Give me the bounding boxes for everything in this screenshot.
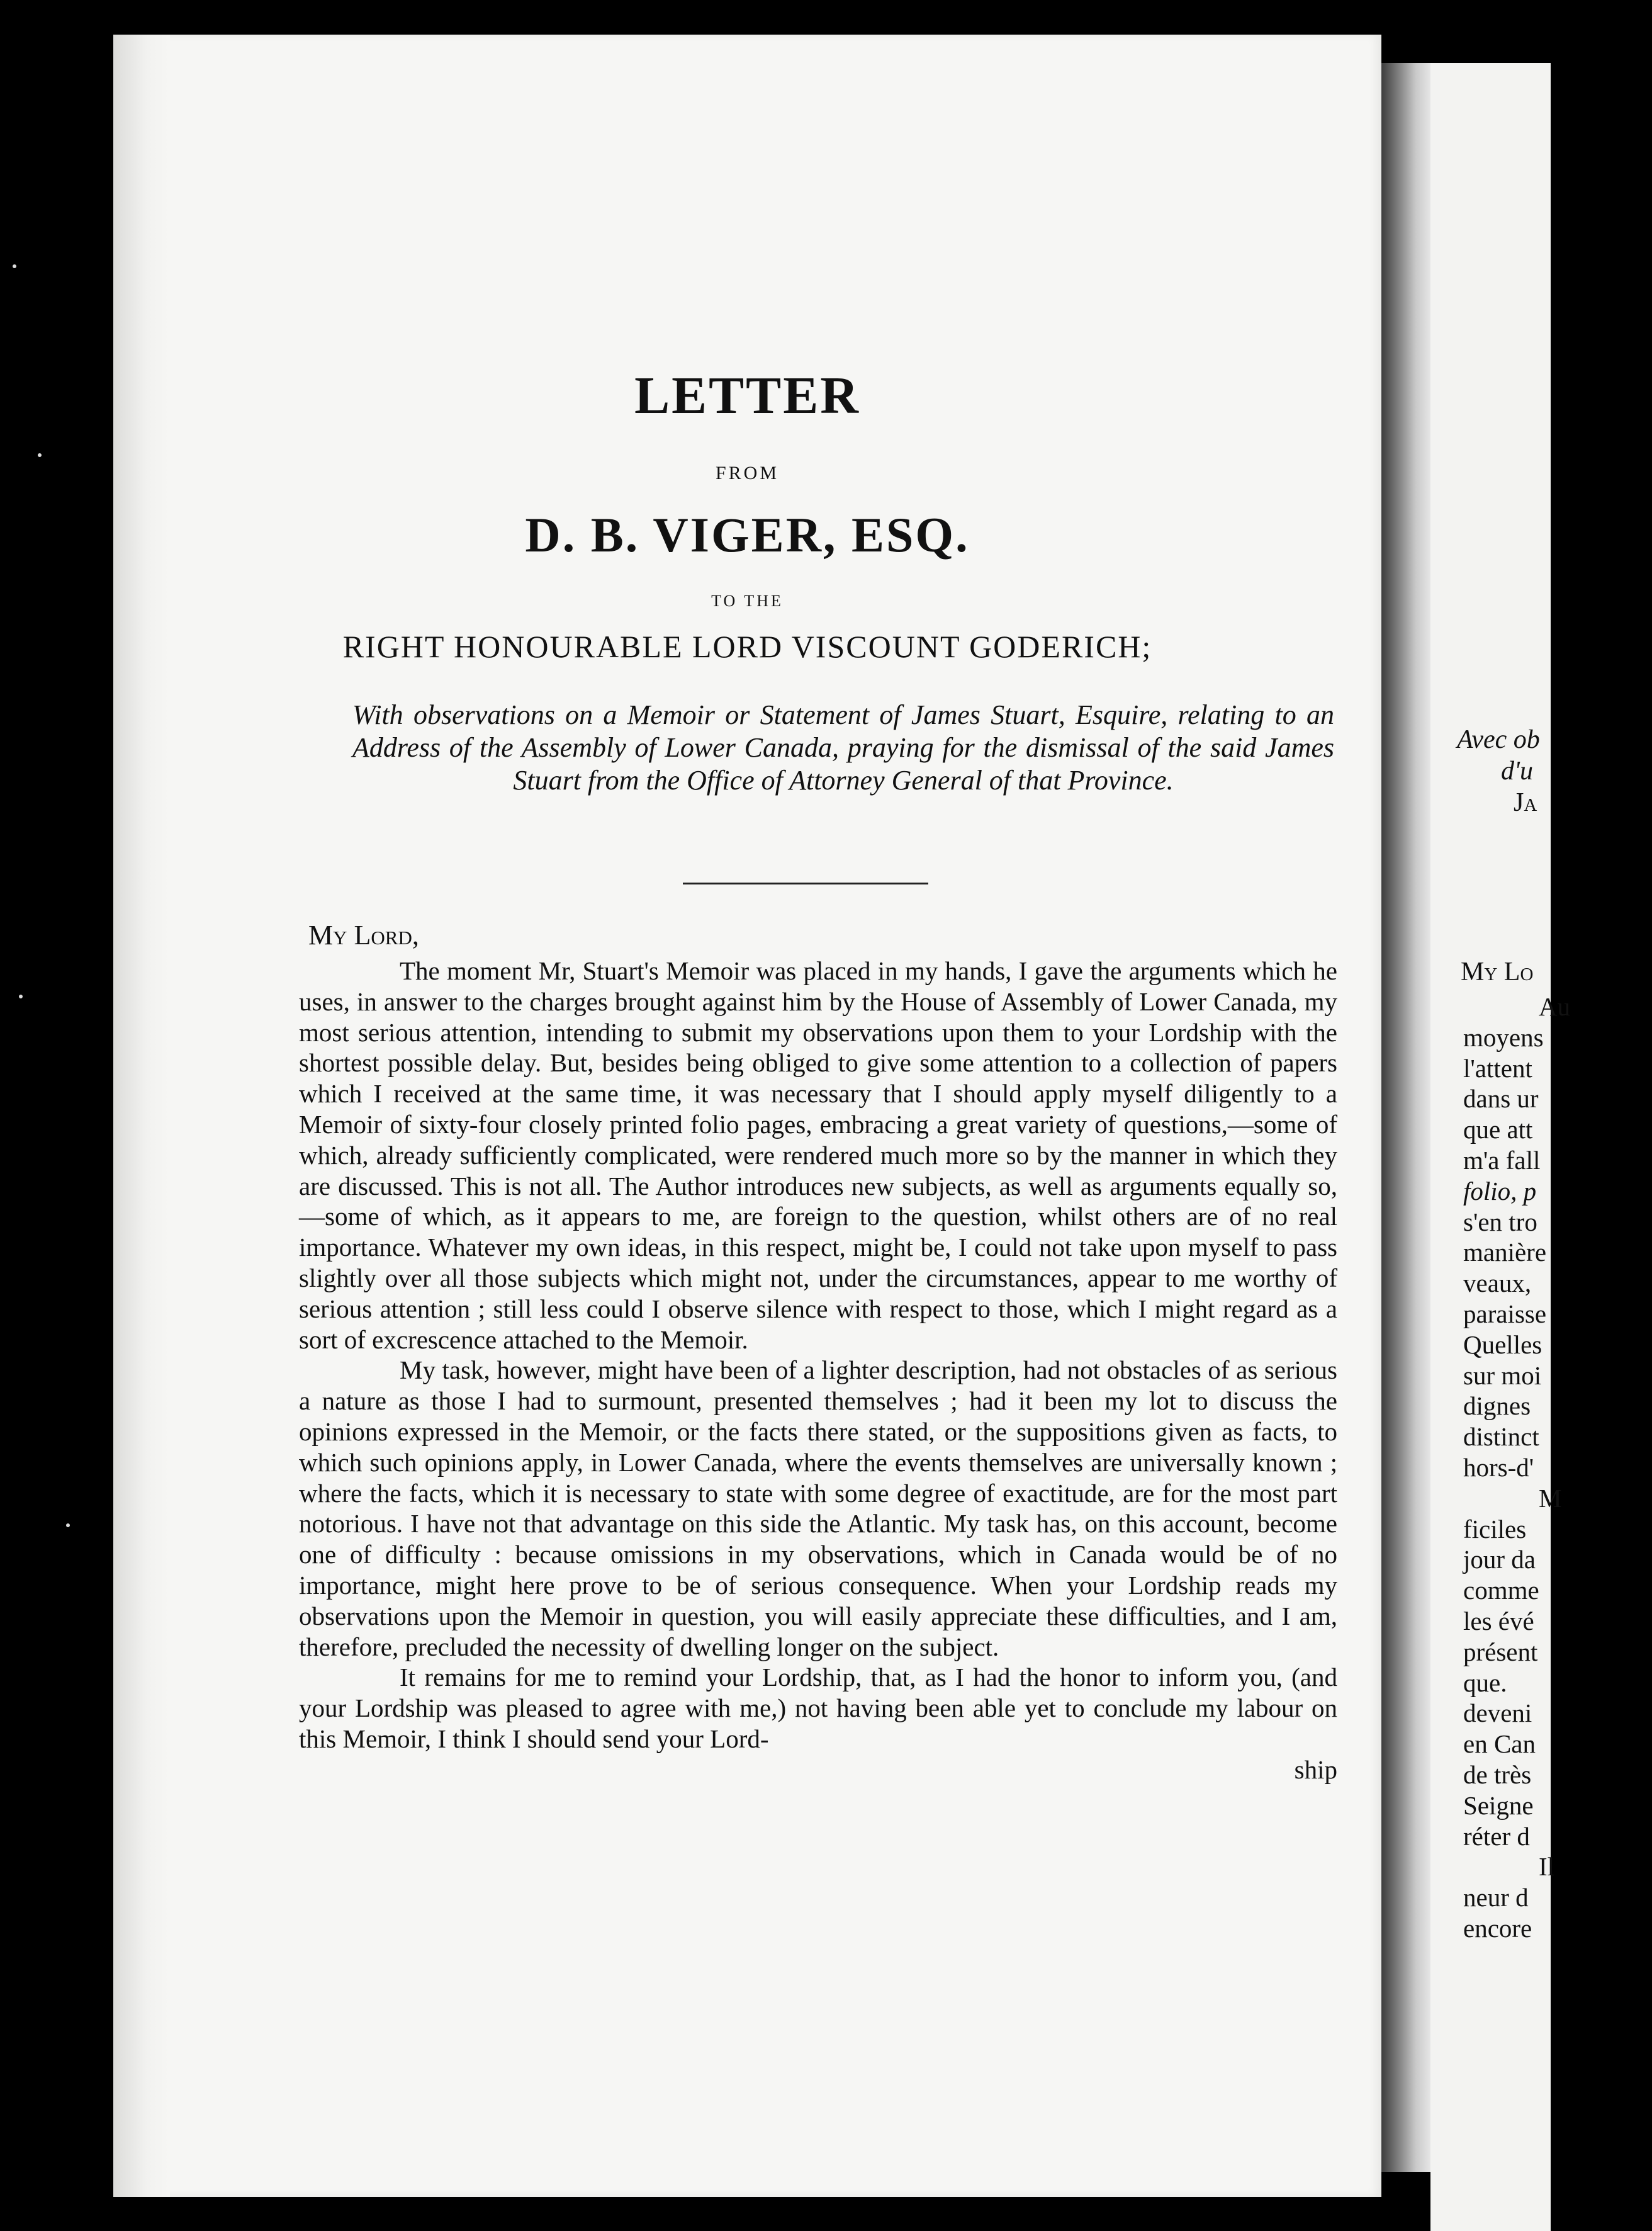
right-line: les évé [1463,1606,1534,1635]
right-salutation: My Lo [1461,957,1534,986]
salutation: My Lord, [308,920,419,951]
right-line: présent [1463,1637,1538,1666]
catchword: ship [1294,1754,1337,1784]
right-line: moyens [1463,1022,1544,1052]
scan-speck [13,264,16,268]
right-line: jour da [1463,1545,1536,1574]
letter-body [299,956,1337,1785]
right-subtitle-line: Avec ob [1457,725,1540,754]
right-line: deveni [1463,1698,1532,1728]
right-page [1430,63,1571,2231]
scan-speck [66,1523,70,1527]
right-line: dans ur [1463,1084,1539,1114]
scan-speck [19,995,23,998]
right-line: encore [1463,1913,1532,1943]
right-page-text [1463,991,1652,1944]
right-subtitle-line: Ja [1514,788,1537,817]
right-line: Quelles [1463,1330,1542,1359]
paragraph: My task, however, might have been of a lighter description, had not obstacles of as serious a nature as those I had to surmount, presented themselves ; had it been my lot to discuss the opinions expressed in the Memoir, or the facts there stated, or the suppositions given as facts, to which such opinions apply, in Lower Canada, where the events themselves are universally known ; where the facts, which it is necessary to state with some degree of exactitude, are for the most part notorious. I have not that advantage on this side the Atlantic. My task has, on this account, become one of difficulty : because omissions in my observations, which in Canada would be of no importance, might here prove to be of serious consequence. When your Lordship reads my observations upon the Memoir in question, you will easily appreciate these difficulties, and I am, therefore, precluded the necessity of dwelling longer on the subject. [299,1355,1337,1661]
scan-speck [38,453,42,457]
right-line: que. [1463,1668,1507,1697]
right-line: sur moi [1463,1360,1542,1390]
right-line: s'en tro [1463,1207,1537,1236]
divider-rule [683,883,928,884]
right-line: folio, p [1463,1176,1537,1206]
paragraph: The moment Mr, Stuart's Memoir was placed in my hands, I gave the arguments which he uses, in answer to the charges brought against him by the House of Assembly of Lower Canada, my most serious attention, intending to submit my observations upon them to your Lordship with the shortest possible delay. But, besides being obliged to give some attention to a collection of papers which I received at the same time, it was necessary that I should apply myself diligently to a Memoir of sixty-four closely printed folio pages, embracing a great variety of questions,—some of which, already sufficiently complicated, were rendered much more so by the manner in which they are discussed. This is not all. The Author introduces new subjects, as well as arguments equally so,—some of which, as it appears to me, are foreign to the question, whilst others are of no real importance. Whatever my own ideas, in this respect, might be, I could not take upon myself to pass slightly over all those subjects which might not, under the circumstances, appear to me worthy of serious attention ; still less could I observe silence with respect to those, which I might regard as a sort of excrescence attached to the Memoir. [299,956,1337,1354]
right-line: manière [1463,1238,1547,1267]
right-line: ficiles [1463,1514,1527,1544]
page-title: LETTER [634,366,860,425]
right-line: comme [1463,1576,1539,1605]
right-line: Seigne [1463,1790,1534,1820]
from-label: FROM [715,463,780,483]
author-name: D. B. VIGER, ESQ. [525,507,970,562]
page-edge-shadow [113,35,170,2197]
right-line: hors-d' [1463,1452,1534,1482]
right-line: M [1539,1483,1562,1513]
subtitle: With observations on a Memoir or Statement of James Stuart, Esquire, relating to an Address of the Assembly of Lower Canada, praying for the dismissal of the said James Stuart from the Office of Attorney General of that Province. [352,699,1334,796]
right-line: m'a fall [1463,1145,1541,1175]
right-line: Au [1539,992,1571,1021]
right-subtitle-line: d'u [1501,757,1533,786]
book-gutter [1381,63,1430,2172]
paragraph: It remains for me to remind your Lordship, that, as I had the honor to inform you, (and your Lordship was pleased to agree with me,) not having been able yet to conclude my labour on this Memoir, I think I should send your Lord- [299,1663,1337,1753]
right-line: réter d [1463,1821,1530,1851]
right-line: Il [1539,1852,1555,1882]
right-line: neur d [1463,1883,1529,1912]
right-line: de très [1463,1759,1532,1789]
to-the-label: TO THE [711,592,784,610]
right-line: en Can [1463,1729,1536,1759]
addressee: RIGHT HONOURABLE LORD VISCOUNT GODERICH; [342,629,1152,664]
right-line: paraisse [1463,1299,1547,1328]
right-line: que att [1463,1115,1533,1144]
right-subtitle-fragment [1457,724,1540,818]
right-line: dignes [1463,1391,1531,1421]
right-line: l'attent [1463,1053,1532,1083]
right-line: distinct [1463,1422,1539,1452]
right-line: veaux, [1463,1268,1532,1298]
